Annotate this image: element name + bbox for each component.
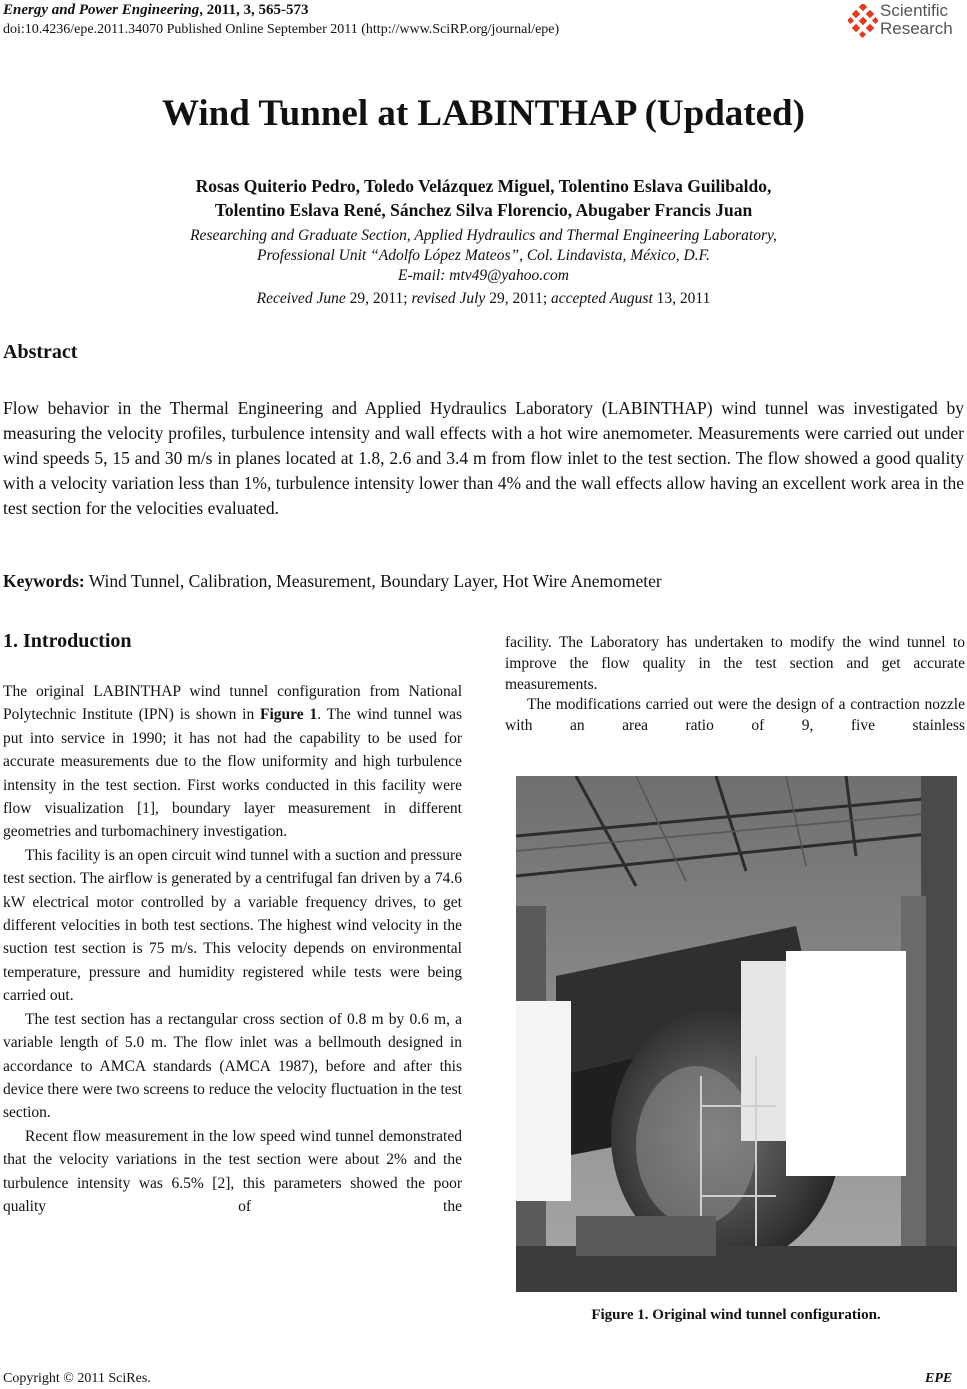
affiliation [0, 226, 967, 309]
paragraph: The test section has a rectangular cross section of 0.8 m by 0.6 m, a variable length of 5.0 m. The flow inlet was a bellmouth designed in accordance to AMCA standards (AMCA 1987), before and after this device there were two screens to reduce the velocity fluctuation in the test section. [3, 1010, 462, 1122]
wind-tunnel-photo-image [516, 776, 957, 1292]
journal-citation [3, 2, 308, 19]
journal-abbreviation: EPE [925, 1371, 953, 1386]
paper-title: Wind Tunnel at LABINTHAP (Updated) [162, 93, 805, 134]
left-column [3, 680, 462, 1242]
keywords-text: Wind Tunnel, Calibration, Measurement, Boundary Layer, Hot Wire Anemometer [88, 571, 662, 591]
email-label: E-mail [398, 267, 441, 284]
authors-line-2: Tolentino Eslava René, Sánchez Silva Florencio, Abugaber Francis Juan [214, 200, 753, 220]
affiliation-line-1: Researching and Graduate Section, Applied Hydraulics and Thermal Engineering Laboratory, [190, 227, 777, 244]
abstract-text: Flow behavior in the Thermal Engineering and Applied Hydraulics Laboratory (LABINTHAP) wind tunnel was investigated by measuring the velocity profiles, turbulence intensity and wall effects with a hot wire anemometer. Measurements were carried out under wind speeds 5, 15 and 30 m/s in planes located at 1.8, 2.6 and 3.4 m from flow inlet to the test section. The flow showed a good quality with a velocity variation less than 1%, turbulence intensity lower than 4% and the wall effects allow having an excellent work area in the test section for the velocities evaluated. [3, 398, 964, 518]
keywords-label: Keywords: [3, 571, 85, 591]
scirp-logo-icon [848, 4, 878, 38]
authors-line-1: Rosas Quiterio Pedro, Toledo Velázquez Miguel, Tolentino Eslava Guilibaldo, [195, 176, 772, 196]
revised-label: revised July [411, 290, 486, 307]
paragraph: The modifications carried out were the design of a contraction nozzle with an area ratio of 9, five stainless [505, 696, 965, 735]
received-label: Received June [256, 290, 346, 307]
keywords [3, 571, 662, 592]
publisher-logo [848, 2, 967, 44]
paragraph [3, 680, 462, 844]
journal-name: Energy and Power Engineering [3, 2, 200, 18]
affiliation-line-2: Professional Unit “Adolfo López Mateos”, Col. Lindavista, México, D.F. [257, 247, 710, 264]
paragraph-text: The original LABINTHAP wind tunnel configuration from National Polytechnic Institute (IPN) is shown in [3, 683, 462, 724]
revised-date: 29, 2011; [489, 290, 548, 307]
author-list [0, 174, 967, 222]
logo-line-1: Scientific [880, 1, 949, 20]
abstract-heading: Abstract [3, 341, 78, 363]
paragraph: Recent flow measurement in the low speed wind tunnel demonstrated that the velocity variations in the test section were about 2% and the turbulence intensity was 6.5% [2], this parameters showed the poor quality of the [3, 1127, 462, 1215]
paragraph: facility. The Laboratory has undertaken to modify the wind tunnel to improve the flow quality in the test section and get accurate measurements. [505, 634, 965, 693]
figure-1-caption: Figure 1. Original wind tunnel configuration. [591, 1307, 881, 1323]
figure-reference[interactable]: Figure 1 [260, 706, 318, 724]
section-heading-introduction: 1. Introduction [3, 630, 132, 652]
journal-volume: , 2011, 3, 565-573 [199, 2, 309, 18]
accepted-label: accepted August [551, 290, 653, 307]
copyright-notice: Copyright © 2011 SciRes. [3, 1371, 151, 1386]
paragraph: This facility is an open circuit wind tunnel with a suction and pressure test section. The airflow is generated by a centrifugal fan driven by a 74.6 kW electrical motor controlled by a variable frequency drives, to get different velocities in both test sections. The highest wind velocity in the suction test section is 75 m/s. This velocity depends on environmental temperature, pressure and humidity registered while tests were being carried out. [3, 846, 462, 1005]
logo-line-2: Research [880, 19, 953, 38]
dates-line [0, 289, 967, 309]
accepted-date: 13, 2011 [656, 290, 711, 307]
email-line: E-mail: mtv49@yahoo.com [398, 267, 569, 284]
right-column [505, 633, 965, 758]
received-date: 29, 2011; [349, 290, 408, 307]
paragraph-text: . The wind tunnel was put into service in 1990; it has not had the capability to be used for accurate measurements due to the flow uniformity and high turbulence intensity in the test section. First works conducted in this facility were flow visualization [1], boundary layer measurement in different geometries and turbomachinery investigation. [3, 706, 462, 841]
doi-line: doi:10.4236/epe.2011.34070 Published Online September 2011 (http://www.SciRP.org/journal/epe) [3, 22, 560, 37]
figure-1-photo [516, 776, 957, 1292]
email-address[interactable]: mtv49@yahoo.com [449, 267, 569, 284]
